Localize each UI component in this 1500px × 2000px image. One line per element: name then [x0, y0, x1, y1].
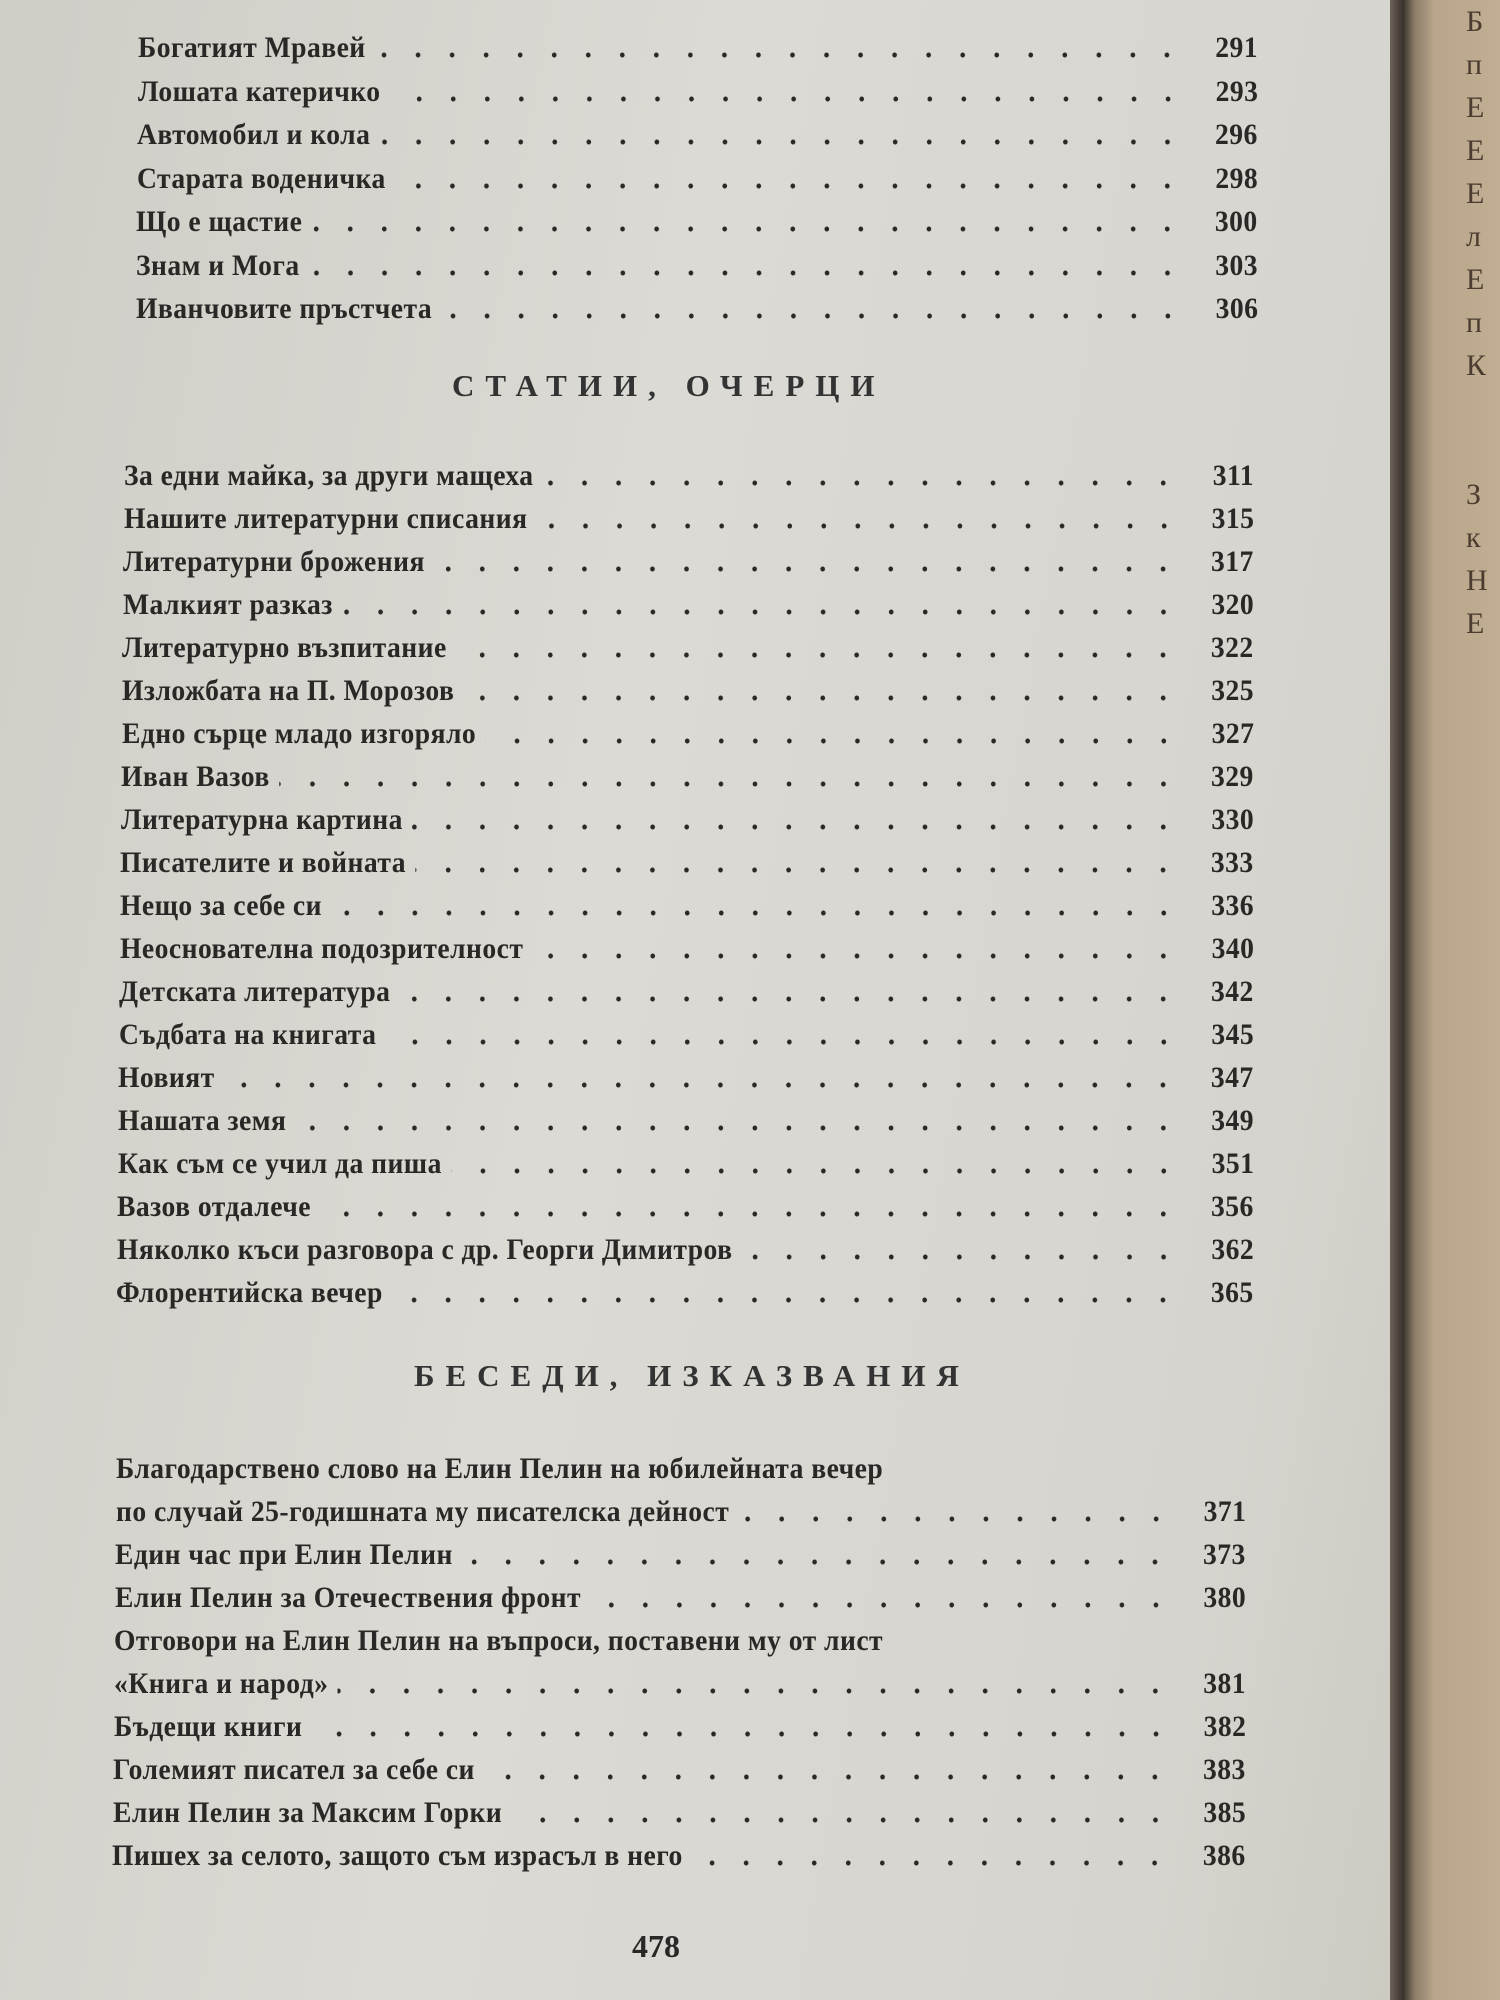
dot-leader: [389, 79, 1190, 109]
facing-page-letter: Е: [1466, 134, 1485, 167]
facing-page-letter: Е: [1466, 177, 1485, 210]
toc-entry[interactable]: [119, 1009, 1254, 1052]
facing-page-letter: З: [1466, 478, 1482, 511]
facing-page-letter: [1466, 430, 1496, 473]
dot-leader: [311, 1714, 1178, 1744]
dot-leader: [464, 678, 1186, 708]
section-heading: СТАТИИ, ОЧЕРЦИ: [452, 368, 886, 403]
toc-entry-line[interactable]: [114, 1615, 1246, 1658]
dot-leader: [462, 1542, 1178, 1572]
entry-page-number: 362: [1211, 1233, 1254, 1266]
entry-page-number: 347: [1211, 1061, 1254, 1094]
toc-entry[interactable]: [117, 1181, 1254, 1224]
entry-title: Бъдещи книги: [113, 1710, 302, 1743]
toc-entry[interactable]: [114, 1658, 1246, 1701]
dot-leader: [416, 850, 1186, 880]
dot-leader: [312, 209, 1190, 239]
entry-page-number: 303: [1215, 248, 1258, 282]
entry-page-number: 330: [1211, 803, 1254, 836]
entry-title: Пишех за селото, защото съм израсъл в него: [112, 1839, 684, 1872]
facing-page-letter: [1466, 387, 1496, 430]
dot-leader: [543, 463, 1186, 493]
entry-page-number: 365: [1211, 1276, 1254, 1309]
entry-page-number: 371: [1203, 1495, 1246, 1528]
dot-leader: [412, 807, 1186, 837]
facing-page-letter: л: [1466, 220, 1481, 253]
entry-page-number: 381: [1203, 1667, 1246, 1700]
entry-title: Литературна картина: [120, 803, 403, 836]
dot-leader: [338, 1671, 1178, 1701]
facing-page-letter: К: [1466, 349, 1487, 382]
entry-title: Знам и Мога: [136, 248, 300, 282]
entry-page-number: 386: [1203, 1839, 1246, 1872]
entry-title: Изложбата на П. Морозов: [122, 674, 455, 707]
dot-leader: [511, 1800, 1178, 1830]
toc-entry[interactable]: [113, 1787, 1246, 1830]
entry-title: Неоснователна подозрителност: [119, 932, 523, 965]
toc-entry[interactable]: [112, 1830, 1246, 1873]
entry-title: Писателите и войната: [120, 846, 407, 879]
entry-page-number: 351: [1211, 1147, 1254, 1180]
dot-leader: [375, 35, 1190, 65]
entry-page-number: 342: [1211, 975, 1254, 1008]
toc-entry[interactable]: [117, 1224, 1254, 1267]
dot-leader: [224, 1065, 1186, 1095]
entry-title: Иванчовите пръстчета: [135, 292, 432, 325]
entry-title: Детската литература: [119, 975, 391, 1008]
entry-title: Елин Пелин за Максим Горки: [112, 1796, 503, 1829]
dot-leader: [296, 1108, 1186, 1138]
entry-title: Автомобил и кола: [137, 118, 371, 151]
toc-entry[interactable]: [118, 1095, 1254, 1138]
dot-leader: [395, 166, 1190, 196]
dot-leader: [451, 1151, 1186, 1181]
page-number: 478: [632, 1928, 680, 1964]
entry-title: Вазов отдалече: [117, 1190, 312, 1223]
entry-page-number: 311: [1212, 459, 1254, 492]
toc-entry[interactable]: [122, 622, 1254, 665]
entry-title: Нашата земя: [118, 1104, 287, 1137]
dot-leader: [741, 1237, 1185, 1267]
entry-page-number: 340: [1211, 932, 1254, 965]
entry-title: Флорентийска вечер: [116, 1276, 384, 1309]
entry-title: Що е щастие: [136, 205, 303, 238]
entry-title: Богатият Мравей: [138, 31, 366, 64]
toc-entry[interactable]: [116, 1486, 1246, 1529]
entry-title: Старата воденичка: [136, 161, 386, 195]
dot-leader: [279, 764, 1186, 794]
entry-title: Нещо за себе си: [120, 889, 322, 922]
toc-entry[interactable]: [121, 794, 1254, 837]
dot-leader: [485, 721, 1186, 751]
entry-page-number: 327: [1211, 717, 1254, 750]
dot-leader: [536, 506, 1186, 536]
entry-title: «Книга и народ»: [114, 1667, 329, 1700]
entry-page-number: 345: [1211, 1018, 1254, 1051]
dot-leader: [331, 893, 1186, 923]
toc-entry[interactable]: [122, 708, 1254, 751]
facing-page-letter: Е: [1466, 91, 1485, 124]
entry-title: Едно сърце младо изгоряло: [121, 717, 476, 750]
entry-title: Литературни брожения: [123, 545, 426, 578]
facing-page-letter: Е: [1466, 263, 1485, 296]
entry-title: Лошата катеричко: [137, 74, 381, 108]
entry-title: Няколко къси разговора с др. Георги Димитров: [116, 1233, 733, 1266]
entry-page-number: 291: [1215, 31, 1258, 64]
entry-title: Как съм се учил да пиша: [117, 1147, 442, 1180]
toc-entry[interactable]: [137, 109, 1258, 152]
entry-page-number: 383: [1203, 1753, 1246, 1786]
facing-page-letter: Н: [1466, 564, 1488, 597]
entry-page-number: 336: [1211, 889, 1254, 922]
dot-leader: [738, 1499, 1178, 1529]
dot-leader: [309, 253, 1190, 283]
toc-entry[interactable]: [136, 240, 1258, 283]
entry-page-number: 349: [1211, 1104, 1254, 1137]
dot-leader: [692, 1843, 1178, 1873]
toc-entry[interactable]: [115, 1572, 1246, 1615]
entry-page-number: 317: [1211, 545, 1254, 578]
entry-page-number: 322: [1211, 631, 1254, 664]
dot-leader: [380, 122, 1190, 152]
entry-page-number: 306: [1215, 292, 1258, 325]
dot-leader: [392, 1280, 1185, 1310]
facing-page-letter: к: [1466, 521, 1481, 554]
toc-entry[interactable]: [122, 665, 1254, 708]
toc-entry[interactable]: [120, 923, 1254, 966]
entry-page-number: 385: [1203, 1796, 1246, 1829]
dot-leader: [456, 635, 1186, 665]
toc-entry[interactable]: [136, 283, 1258, 326]
facing-page-letter: Б: [1466, 5, 1484, 38]
entry-page-number: 300: [1215, 205, 1258, 238]
toc-entry[interactable]: [138, 66, 1258, 109]
entry-title: Благодарствено слово на Елин Пелин на юбилейната вечер: [116, 1452, 884, 1485]
toc-entry[interactable]: [114, 1701, 1246, 1744]
entry-title: Един час при Елин Пелин: [115, 1538, 454, 1571]
dot-leader: [532, 936, 1186, 966]
entry-page-number: 315: [1211, 502, 1254, 535]
entry-title: Нашите литературни списания: [123, 502, 528, 535]
dot-leader: [590, 1585, 1178, 1615]
section-heading: БЕСЕДИ, ИЗКАЗВАНИЯ: [414, 1358, 970, 1393]
toc-entry[interactable]: [124, 450, 1254, 493]
entry-title: Новият: [118, 1061, 216, 1094]
toc-entry[interactable]: [124, 493, 1254, 536]
entry-page-number: 382: [1203, 1710, 1246, 1743]
facing-page-letter: п: [1466, 306, 1483, 339]
entry-page-number: 380: [1203, 1581, 1246, 1614]
dot-leader: [400, 979, 1186, 1009]
entry-page-number: 296: [1215, 118, 1258, 151]
entry-title: За едни майка, за други мащеха: [124, 459, 534, 492]
toc-entry-line[interactable]: [116, 1443, 1246, 1486]
dot-leader: [320, 1194, 1186, 1224]
entry-page-number: 325: [1211, 674, 1254, 707]
dot-leader: [385, 1022, 1186, 1052]
toc-entry[interactable]: [116, 1267, 1254, 1310]
toc-entry[interactable]: [118, 1138, 1254, 1181]
facing-page-letter: п: [1466, 48, 1483, 81]
toc-entry[interactable]: [137, 153, 1258, 196]
entry-page-number: 320: [1211, 588, 1254, 621]
toc-entry[interactable]: [119, 966, 1254, 1009]
entry-page-number: 333: [1211, 846, 1254, 879]
toc-entry[interactable]: [138, 22, 1258, 65]
entry-title: Елин Пелин за Отечествения фронт: [114, 1581, 581, 1614]
dot-leader: [434, 549, 1186, 579]
facing-page-letter: Е: [1466, 607, 1485, 640]
toc-entry[interactable]: [123, 579, 1254, 622]
entry-page-number: 329: [1211, 760, 1254, 793]
entry-title: Литературно възпитание: [122, 631, 448, 664]
toc-entry[interactable]: [120, 880, 1254, 923]
toc-entry[interactable]: [121, 751, 1254, 794]
toc-entry[interactable]: [120, 837, 1254, 880]
dot-leader: [484, 1757, 1178, 1787]
entry-title: Малкият разказ: [122, 588, 333, 621]
entry-title: по случай 25-годишната му писателска дейност: [115, 1495, 729, 1528]
entry-page-number: 298: [1215, 161, 1258, 195]
entry-page-number: 293: [1215, 74, 1258, 108]
entry-title: Големият писател за себе си: [113, 1753, 476, 1786]
toc-entry[interactable]: [136, 196, 1258, 239]
entry-page-number: 356: [1211, 1190, 1254, 1223]
toc-entry[interactable]: [118, 1052, 1254, 1095]
facing-page-edge: [1466, 0, 1496, 645]
toc-entry[interactable]: [123, 536, 1254, 579]
entry-title: Иван Вазов: [121, 760, 270, 793]
entry-title: Съдбата на книгата: [118, 1018, 377, 1051]
book-gutter: [1390, 0, 1500, 2000]
toc-entry[interactable]: [113, 1744, 1246, 1787]
dot-leader: [441, 296, 1190, 326]
dot-leader: [342, 592, 1186, 622]
entry-page-number: 373: [1203, 1538, 1246, 1571]
toc-entry[interactable]: [115, 1529, 1246, 1572]
entry-title: Отговори на Елин Пелин на въпроси, поставени му от лист: [114, 1624, 884, 1657]
